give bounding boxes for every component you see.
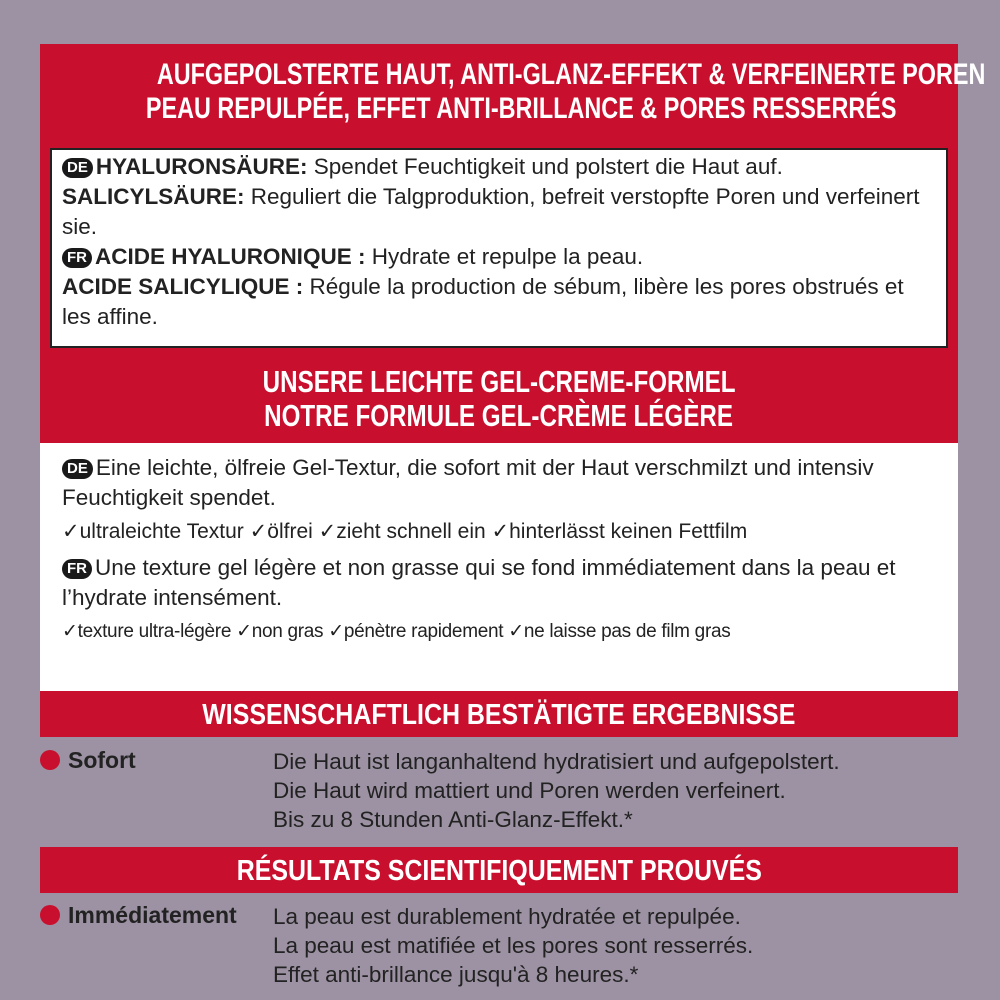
result-line: Die Haut ist langanhaltend hydratisiert und aufgepolstert. [273,749,840,774]
check-icon: ✓ [62,621,78,642]
ingredients-de [62,152,936,242]
check-item: ne laisse pas de film gras [523,621,731,642]
check-item: ölfrei [267,520,313,543]
check-icon: ✓ [318,520,337,543]
salicylic-term-de: SALICYLSÄURE: [62,184,245,209]
results-label-fr: Immédiatement [68,902,237,928]
check-item: texture ultra-légère [77,621,232,642]
fr-badge: FR [62,559,92,579]
results-label-de: Sofort [68,747,136,773]
check-icon: ✓ [508,621,524,642]
check-icon: ✓ [249,520,268,543]
results-heading-fr: RÉSULTATS SCIENTIFIQUEMENT PROUVÉS [40,847,958,893]
check-icon: ✓ [236,621,252,642]
formula-text-de: DE Eine leichte, ölfreie Gel-Textur, die sofort mit der Haut verschmilzt und intensiv Feuchtigkeit spendet. [62,455,874,510]
red-dot-icon [40,905,60,925]
result-line: La peau est durablement hydratée et repulpée. [273,904,741,929]
result-line: Bis zu 8 Stunden Anti-Glanz-Effekt.* [273,807,633,832]
formula-heading-fr: NOTRE FORMULE GEL-CRÈME LÉGÈRE [264,398,734,433]
benefits-heading-fr: PEAU REPULPÉE, EFFET ANTI-BRILLANCE & PORES RESSERRÉS [145,92,897,125]
red-dot-icon [40,750,60,770]
check-icon: ✓ [328,621,344,642]
formula-panel [40,351,958,691]
check-item: hinterlässt keinen Fettfilm [509,520,748,543]
checklist-fr [62,617,938,647]
de-badge: DE [62,158,93,178]
salicylic-text-fr: Régule la production de sébum, libère les pores obstrués et les affine. [62,274,904,329]
check-item: pénètre rapidement [343,621,504,642]
results-de [40,745,958,840]
hyaluronic-text-de: Spendet Feuchtigkeit und polstert die Haut auf. [307,154,783,179]
benefits-heading-de: AUFGEPOLSTERTE HAUT, ANTI-GLANZ-EFFEKT & VERFEINERTE POREN [156,58,986,91]
checklist-de [62,517,938,547]
hyaluronic-text-fr: Hydrate et repulpe la peau. [365,244,644,269]
result-line: Effet anti-brillance jusqu'à 8 heures.* [273,962,639,987]
hyaluronic-term-fr: ACIDE HYALURONIQUE : [95,244,366,269]
formula-heading-de: UNSERE LEICHTE GEL-CREME-FORMEL [262,364,736,399]
formula-text-fr: FR Une texture gel légère et non grasse qui se fond immédiatement dans la peau et l’hydrate intensément. [62,555,896,610]
benefits-panel [40,44,986,359]
check-icon: ✓ [491,520,510,543]
de-badge: DE [62,459,93,479]
formula-heading [40,351,958,443]
check-item: zieht schnell ein [336,520,486,543]
salicylic-term-fr: ACIDE SALICYLIQUE : [62,274,304,299]
ingredients-fr [62,242,936,332]
benefits-heading [40,44,986,140]
check-item: ultraleichte Textur [79,520,244,543]
result-line: La peau est matifiée et les pores sont resserrés. [273,933,754,958]
hyaluronic-term-de: HYALURONSÄURE: [95,154,308,179]
check-icon: ✓ [62,520,80,543]
result-line: Die Haut wird mattiert und Poren werden verfeinert. [273,778,786,803]
check-item: non gras [251,621,324,642]
results-heading-de: WISSENSCHAFTLICH BESTÄTIGTE ERGEBNISSE [40,691,958,737]
salicylic-text-de: Reguliert die Talgproduktion, befreit verstopfte Poren und verfeinert sie. [62,184,920,239]
results-fr [40,900,958,995]
fr-badge: FR [62,248,92,268]
ingredients-box [50,148,948,348]
